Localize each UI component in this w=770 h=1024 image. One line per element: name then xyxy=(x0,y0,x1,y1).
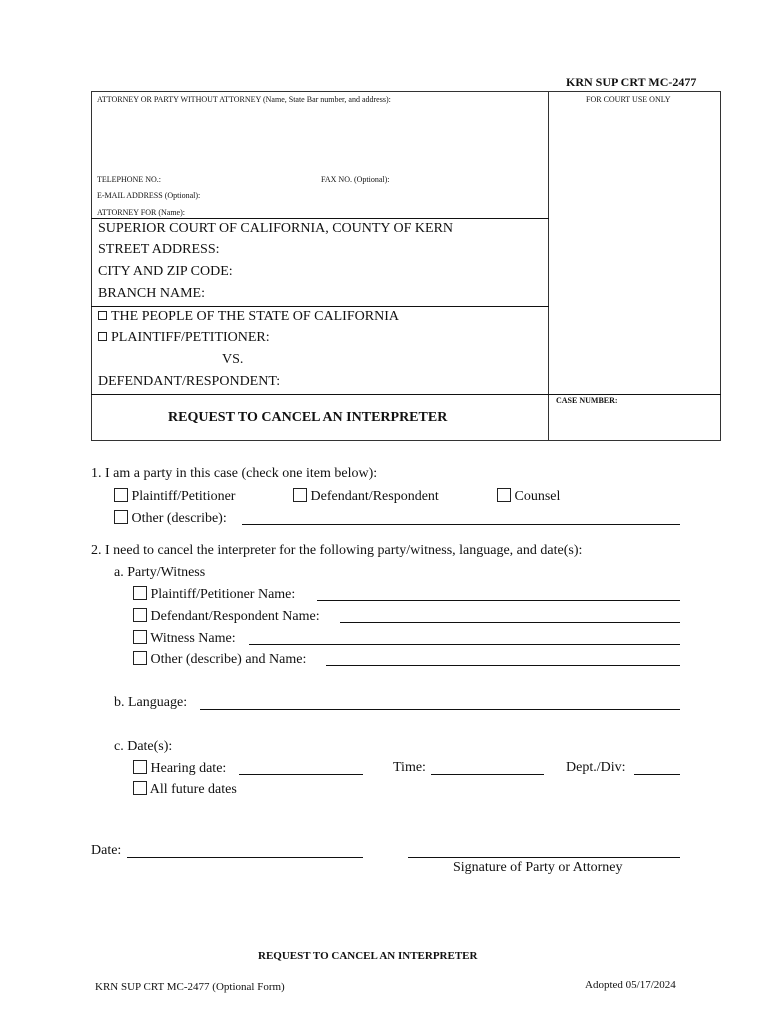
item2-plaintiff-option[interactable] xyxy=(133,586,295,603)
form-code: KRN SUP CRT MC-2477 xyxy=(566,75,697,89)
plaintiff-label: PLAINTIFF/PETITIONER: xyxy=(111,330,270,345)
telephone-label[interactable]: TELEPHONE NO.: xyxy=(97,175,161,184)
item1-plaintiff-label: Plaintiff/Petitioner xyxy=(131,489,236,504)
item1-other-option[interactable] xyxy=(114,510,227,527)
hearing-date-label: Hearing date: xyxy=(150,761,227,776)
date-label: Date: xyxy=(91,843,122,858)
item2-witness-option[interactable] xyxy=(133,630,236,647)
item2-text: 2. I need to cancel the interpreter for the following party/witness, language, and date(s): xyxy=(91,543,583,558)
hearing-date-checkbox[interactable] xyxy=(133,760,147,774)
item1-counsel-checkbox[interactable] xyxy=(497,488,511,502)
hearing-date-field[interactable] xyxy=(239,774,363,775)
item1-plaintiff-checkbox[interactable] xyxy=(114,488,128,502)
dept-label: Dept./Div: xyxy=(566,760,626,775)
item2-witness-checkbox[interactable] xyxy=(133,630,147,644)
item2-defendant-label: Defendant/Respondent Name: xyxy=(150,609,320,624)
item1-counsel-label: Counsel xyxy=(514,489,561,504)
defendant-label: DEFENDANT/RESPONDENT: xyxy=(98,374,281,389)
item1-other-checkbox[interactable] xyxy=(114,510,128,524)
item1-other-field[interactable] xyxy=(242,524,680,525)
item2-witness-label: Witness Name: xyxy=(150,631,236,646)
case-number-label: CASE NUMBER: xyxy=(556,396,618,405)
signature-field[interactable] xyxy=(408,857,680,858)
court-use-box xyxy=(548,91,721,441)
divider-title xyxy=(91,394,721,395)
item2-defendant-checkbox[interactable] xyxy=(133,608,147,622)
item2-plaintiff-checkbox[interactable] xyxy=(133,586,147,600)
hearing-date-option[interactable] xyxy=(133,760,226,777)
item2c-label: c. Date(s): xyxy=(114,739,173,754)
item1-defendant-label: Defendant/Respondent xyxy=(310,489,439,504)
footer-adopted: Adopted 05/17/2024 xyxy=(585,979,676,991)
divider-parties xyxy=(91,306,549,307)
all-future-checkbox[interactable] xyxy=(133,781,147,795)
signature-label: Signature of Party or Attorney xyxy=(453,860,623,875)
item2a-label: a. Party/Witness xyxy=(114,565,206,580)
dept-field[interactable] xyxy=(634,774,680,775)
street-address-label: STREET ADDRESS: xyxy=(98,242,220,257)
item1-defendant-checkbox[interactable] xyxy=(293,488,307,502)
item2-defendant-field[interactable] xyxy=(340,622,680,623)
city-zip-label: CITY AND ZIP CODE: xyxy=(98,264,233,279)
date-field[interactable] xyxy=(127,857,363,858)
plaintiff-checkbox[interactable] xyxy=(98,332,107,341)
attorney-label: ATTORNEY OR PARTY WITHOUT ATTORNEY (Name, State Bar number, and address): xyxy=(97,95,391,104)
item1-other-label: Other (describe): xyxy=(131,511,227,526)
item2-other-option[interactable] xyxy=(133,651,306,668)
people-label: THE PEOPLE OF THE STATE OF CALIFORNIA xyxy=(111,309,399,324)
fax-label[interactable]: FAX NO. (Optional): xyxy=(321,175,390,184)
item1-text: 1. I am a party in this case (check one item below): xyxy=(91,466,378,481)
item2-plaintiff-label: Plaintiff/Petitioner Name: xyxy=(150,587,296,602)
attorney-for-label[interactable]: ATTORNEY FOR (Name): xyxy=(97,208,185,217)
item2-plaintiff-field[interactable] xyxy=(317,600,680,601)
court-name: SUPERIOR COURT OF CALIFORNIA, COUNTY OF KERN xyxy=(98,221,454,236)
email-label[interactable]: E-MAIL ADDRESS (Optional): xyxy=(97,191,201,200)
footer-title: REQUEST TO CANCEL AN INTERPRETER xyxy=(258,950,478,962)
divider-court xyxy=(91,218,549,219)
item1-defendant-option[interactable] xyxy=(293,488,439,505)
plaintiff-option[interactable] xyxy=(98,330,270,346)
court-use-label: FOR COURT USE ONLY xyxy=(586,95,671,104)
language-field[interactable] xyxy=(200,709,680,710)
all-future-option[interactable] xyxy=(133,781,237,798)
form-title: REQUEST TO CANCEL AN INTERPRETER xyxy=(168,410,448,425)
people-option[interactable] xyxy=(98,309,399,325)
time-field[interactable] xyxy=(431,774,544,775)
item2-witness-field[interactable] xyxy=(249,644,680,645)
time-label: Time: xyxy=(393,760,426,775)
item2-defendant-option[interactable] xyxy=(133,608,320,625)
item2-other-field[interactable] xyxy=(326,665,680,666)
item1-plaintiff-option[interactable] xyxy=(114,488,235,505)
item2-other-checkbox[interactable] xyxy=(133,651,147,665)
footer-form-ref: KRN SUP CRT MC-2477 (Optional Form) xyxy=(95,981,285,993)
vs-label: VS. xyxy=(222,352,244,367)
all-future-label: All future dates xyxy=(149,782,237,797)
branch-name-label: BRANCH NAME: xyxy=(98,286,205,301)
item2-other-label: Other (describe) and Name: xyxy=(150,652,307,667)
item2b-label: b. Language: xyxy=(114,695,188,710)
item1-counsel-option[interactable] xyxy=(497,488,560,505)
people-checkbox[interactable] xyxy=(98,311,107,320)
